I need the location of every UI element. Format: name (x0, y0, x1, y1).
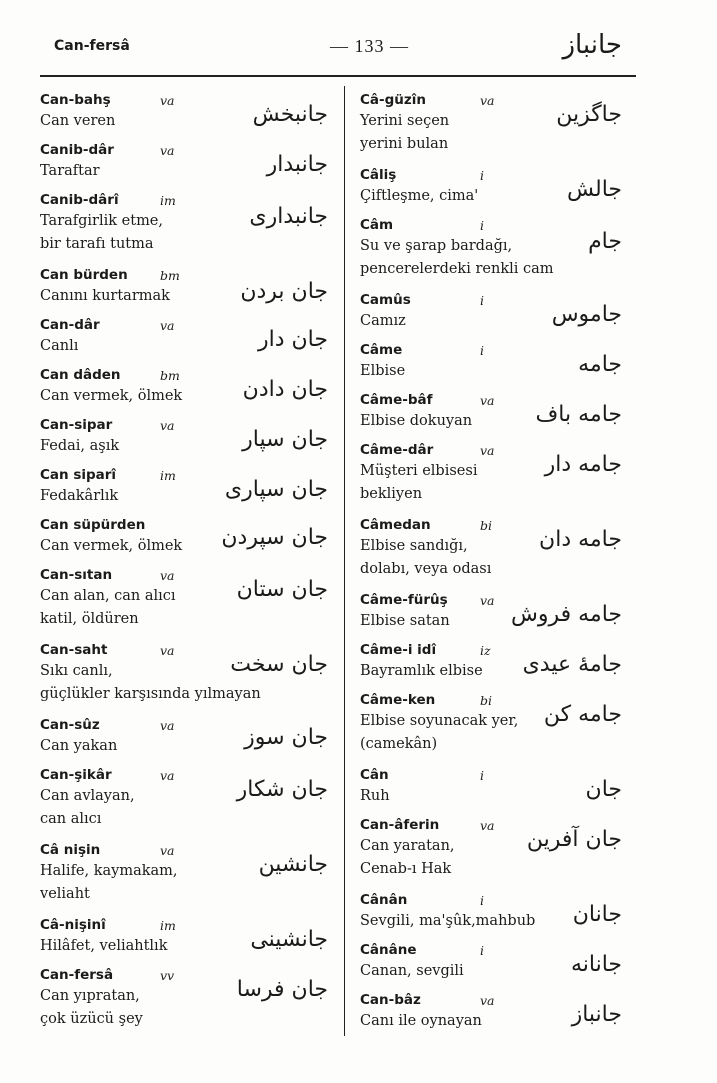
entry-arabic-script: جالش (566, 177, 622, 202)
entry-arabic-script: جامه فروش (510, 602, 622, 627)
entry-grammar-abbr: iz (480, 643, 491, 658)
entry-definition: Hilâfet, veliahtlık (40, 938, 168, 954)
entry-term: Can süpürden (40, 517, 146, 533)
entry-arabic-script: جان سوز (244, 725, 328, 750)
entry-arabic-script: جان آفرین (526, 827, 622, 852)
entry-definition: Halife, kaymakam, veliaht (40, 863, 178, 902)
entry-definition: Fedai, aşık (40, 438, 120, 454)
entry-grammar-abbr: va (160, 643, 175, 658)
entry-grammar-abbr: bm (160, 268, 180, 283)
entry-term: Câ-güzîn (360, 92, 426, 108)
entry-arabic-script: جامهٔ عیدی (522, 652, 622, 677)
entry-term: Cânâne (360, 942, 417, 958)
entry-definition: Elbise (360, 363, 406, 379)
entry-arabic-script: جان سپاری (224, 477, 328, 502)
entry-definition: Canan, sevgili (360, 963, 464, 979)
entry-definition: Can yıpratan, çok üzücü şey (40, 988, 143, 1027)
entry-definition: Çiftleşme, cima' (360, 188, 479, 204)
entry-arabic-script: جانان (572, 902, 622, 927)
entry-definition: Ruh (360, 788, 390, 804)
entry-arabic-script: جانشین (258, 852, 328, 877)
entry-grammar-abbr: i (480, 168, 484, 183)
entry-arabic-script: جانباز (571, 1002, 622, 1027)
entry-arabic-script: جامه دان (539, 527, 622, 552)
entry-arabic-script: جانبدار (266, 152, 328, 177)
entry-arabic-script: جان (585, 777, 622, 802)
entry-grammar-abbr: bi (480, 518, 492, 533)
entry-definition: Canını kurtarmak (40, 288, 170, 304)
entry-definition: Elbise sandığı, dolabı, veya odası (360, 538, 492, 577)
entry-grammar-abbr: bm (160, 368, 180, 383)
entry-term: Câme-fürûş (360, 592, 448, 608)
entry-grammar-abbr: va (160, 768, 175, 783)
entry-grammar-abbr: va (160, 143, 175, 158)
entry-term: Can-sûz (40, 717, 100, 733)
page-header (0, 0, 717, 80)
entry-grammar-abbr: va (160, 843, 175, 858)
entry-grammar-abbr: im (160, 468, 176, 483)
entry-definition: Can vermek, ölmek (40, 388, 183, 404)
entry-grammar-abbr: va (480, 443, 495, 458)
entry-grammar-abbr: va (480, 818, 495, 833)
entry-grammar-abbr: i (480, 218, 484, 233)
entry-term: Can-bâz (360, 992, 421, 1008)
entry-arabic-script: جام (588, 229, 622, 254)
entry-grammar-abbr: im (160, 193, 176, 208)
entry-grammar-abbr: im (160, 918, 176, 933)
entry-definition: Camız (360, 313, 406, 329)
entry-arabic-script: جانشینی (250, 927, 328, 952)
entry-term: Câ-nişinî (40, 917, 106, 933)
entry-grammar-abbr: vv (160, 968, 175, 983)
entry-grammar-abbr: va (160, 568, 175, 583)
entry-definition: Elbise satan (360, 613, 450, 629)
entry-arabic-script: جان شکار (236, 777, 328, 802)
entry-term: Can-sıtan (40, 567, 113, 583)
entry-term: Câmedan (360, 517, 431, 533)
entry-arabic-script: جان فرسا (236, 977, 328, 1002)
column-divider (344, 86, 345, 1036)
entry-term: Can-âferin (360, 817, 440, 833)
entry-definition: Sıkı canlı, güçlükler karşısında yılmayan (40, 663, 261, 702)
entry-term: Can siparî (40, 467, 117, 483)
entry-definition: Yerini seçen yerini bulan (360, 113, 450, 152)
entry-term: Canib-dârî (40, 192, 119, 208)
entry-term: Câm (360, 217, 394, 233)
entry-definition: Canlı (40, 338, 79, 354)
running-head-arabic: جانباز (562, 30, 622, 60)
entry-definition: Su ve şarap bardağı, pencerelerdeki renkli cam (360, 238, 554, 277)
entry-term: Can bürden (40, 267, 128, 283)
entry-grammar-abbr: va (480, 993, 495, 1008)
entry-definition: Canı ile oynayan (360, 1013, 482, 1029)
entry-definition: Can veren (40, 113, 116, 129)
entry-grammar-abbr: va (160, 718, 175, 733)
entry-definition: Can yaratan, Cenab-ı Hak (360, 838, 455, 877)
entry-grammar-abbr: va (480, 393, 495, 408)
entry-arabic-script: جان سپار (242, 427, 328, 452)
entry-definition: Sevgili, ma'şûk,mahbub (360, 913, 536, 929)
entry-term: Can-şikâr (40, 767, 112, 783)
entry-arabic-script: جانانه (570, 952, 622, 977)
entry-term: Câ nişin (40, 842, 101, 858)
entry-definition: Tarafgirlik etme, bir tarafı tutma (40, 213, 164, 252)
entry-term: Can dâden (40, 367, 121, 383)
entry-grammar-abbr: va (160, 93, 175, 108)
entry-grammar-abbr: va (480, 593, 495, 608)
entry-arabic-script: جان بردن (240, 279, 328, 304)
running-head-term: Can-fersâ (54, 38, 130, 54)
entry-term: Câme (360, 342, 403, 358)
entry-definition: Taraftar (40, 163, 100, 179)
entry-arabic-script: جامه باف (535, 402, 622, 427)
page-number: — 133 — (330, 36, 409, 56)
entry-arabic-script: جامه (578, 352, 622, 377)
entry-term: Camûs (360, 292, 411, 308)
entry-definition: Can avlayan, can alıcı (40, 788, 135, 827)
entry-arabic-script: جان ستان (236, 577, 328, 602)
entry-grammar-abbr: va (480, 93, 495, 108)
entry-grammar-abbr: i (480, 293, 484, 308)
entry-grammar-abbr: i (480, 343, 484, 358)
entry-term: Câme-ken (360, 692, 436, 708)
entry-term: Can-dâr (40, 317, 100, 333)
entry-term: Can-fersâ (40, 967, 114, 983)
entry-arabic-script: جان دار (258, 327, 328, 352)
entry-arabic-script: جامه کن (543, 702, 622, 727)
entry-term: Cânân (360, 892, 408, 908)
entry-arabic-script: جان سخت (230, 652, 328, 677)
entry-definition: Can alan, can alıcı katil, öldüren (40, 588, 176, 627)
entry-arabic-script: جاموس (551, 302, 622, 327)
entry-term: Câliş (360, 167, 397, 183)
entry-arabic-script: جان دادن (242, 377, 328, 402)
entry-definition: Can yakan (40, 738, 118, 754)
entry-term: Câme-dâr (360, 442, 434, 458)
entry-term: Can-sipar (40, 417, 113, 433)
entry-arabic-script: جانبداری (249, 204, 328, 229)
entry-grammar-abbr: i (480, 768, 484, 783)
entry-term: Câme-i idî (360, 642, 437, 658)
entry-definition: Müşteri elbisesi bekliyen (360, 463, 478, 502)
entry-definition: Bayramlık elbise (360, 663, 483, 679)
entry-term: Can-bahş (40, 92, 111, 108)
entry-arabic-script: جانبخش (252, 102, 328, 127)
entry-definition: Elbise soyunacak yer, (camekân) (360, 713, 519, 752)
entry-definition: Fedakârlık (40, 488, 119, 504)
entry-term: Câme-bâf (360, 392, 433, 408)
entry-term: Can-saht (40, 642, 108, 658)
entry-arabic-script: جامه دار (544, 452, 622, 477)
entry-definition: Elbise dokuyan (360, 413, 473, 429)
entry-grammar-abbr: i (480, 943, 484, 958)
entry-term: Canib-dâr (40, 142, 114, 158)
entry-definition: Can vermek, ölmek (40, 538, 183, 554)
entry-arabic-script: جاگزین (556, 102, 622, 127)
entry-grammar-abbr: va (160, 418, 175, 433)
entry-arabic-script: جان سپردن (221, 525, 328, 550)
entry-grammar-abbr: bi (480, 693, 492, 708)
entry-grammar-abbr: va (160, 318, 175, 333)
header-rule (40, 75, 636, 77)
entry-term: Cân (360, 767, 389, 783)
entry-grammar-abbr: i (480, 893, 484, 908)
